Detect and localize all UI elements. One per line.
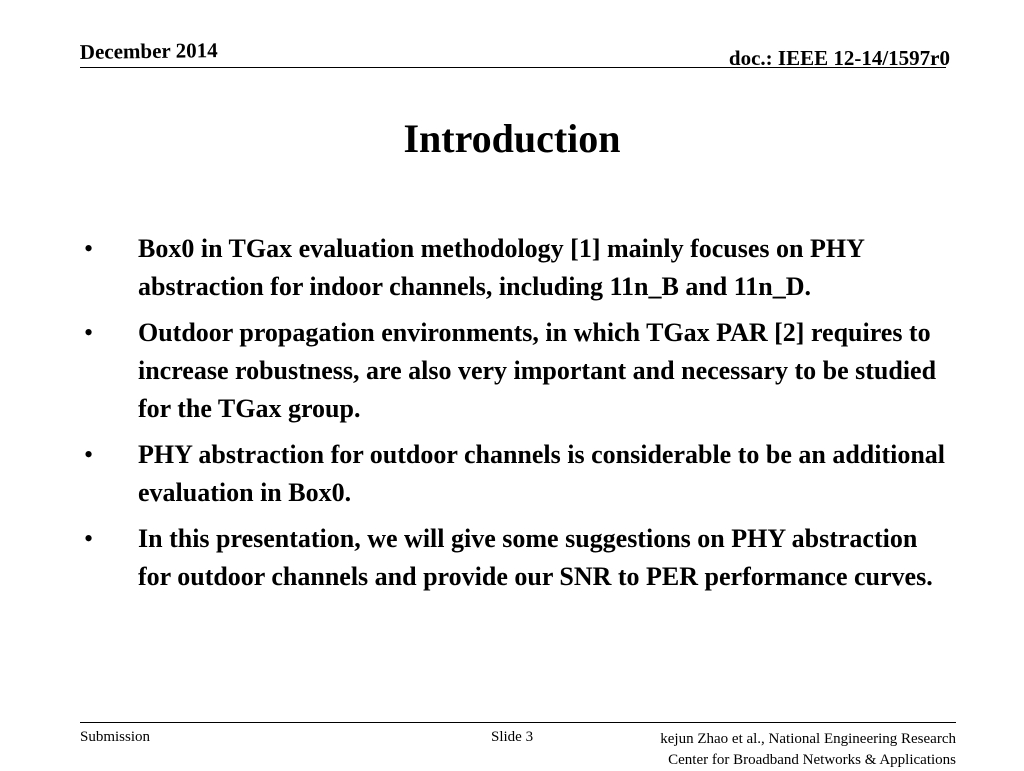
footer-divider — [80, 722, 956, 723]
bullet-item — [80, 436, 950, 512]
slide-title: Introduction — [403, 116, 621, 161]
slide-number: Slide 3 — [491, 729, 534, 745]
bullet-icon: • — [84, 524, 94, 553]
bullet-text: Outdoor propagation environments, in which TGax PAR [2] requires to increase robustness, are also very important and necessary to be studied for the TGax group. — [138, 318, 937, 423]
footer-authors-line1: kejun Zhao et al., National Engineering Research — [660, 731, 956, 747]
bullet-text: Box0 in TGax evaluation methodology [1] mainly focuses on PHY abstraction for indoor channels, including 11n_B and 11n_D. — [138, 234, 864, 301]
bullet-text: In this presentation, we will give some suggestions on PHY abstraction for outdoor channels and provide our SNR to PER performance curves. — [138, 524, 933, 591]
header-date: December 2014 — [79, 38, 218, 65]
bullet-item — [80, 230, 950, 306]
document-id: doc.: IEEE 12-14/1597r0 — [728, 46, 950, 70]
bullet-icon: • — [84, 318, 94, 347]
bullet-icon: • — [84, 440, 94, 469]
bullet-list — [80, 230, 950, 604]
bullet-item — [80, 520, 950, 596]
bullet-text: PHY abstraction for outdoor channels is considerable to be an additional evaluation in Box0. — [138, 440, 946, 507]
footer-authors-line2: Center for Broadband Networks & Applications — [668, 752, 956, 768]
bullet-item — [80, 314, 950, 428]
bullet-icon: • — [84, 234, 94, 263]
header-divider — [80, 67, 946, 68]
footer-submission: Submission — [80, 729, 151, 745]
footer-authors — [660, 729, 956, 771]
